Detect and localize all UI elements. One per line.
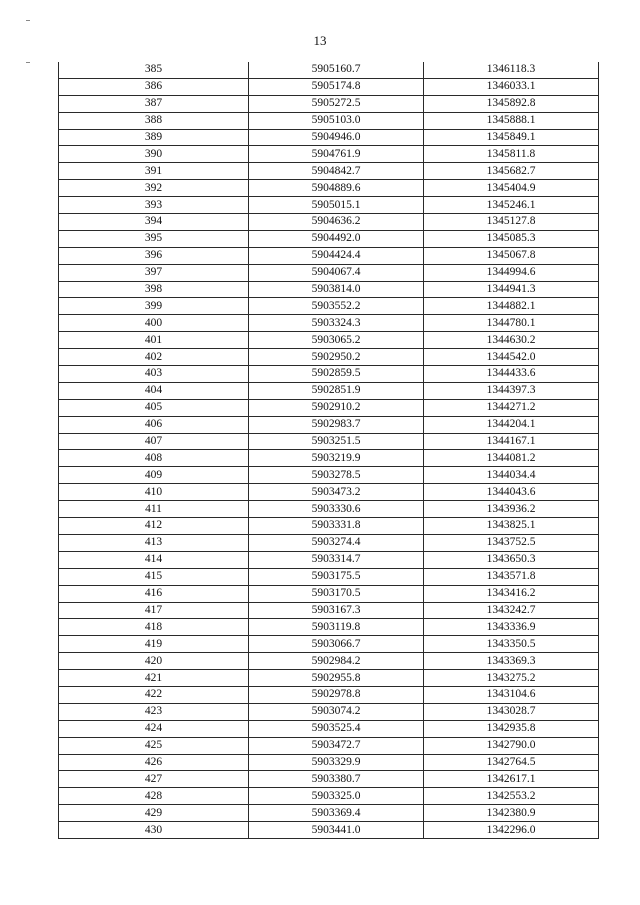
- table-row: [59, 720, 599, 737]
- y-coordinate-cell: 1346118.3: [424, 62, 599, 78]
- x-coordinate-cell: 5903324.3: [249, 315, 424, 332]
- y-coordinate-cell: 1345067.8: [424, 247, 599, 264]
- y-coordinate-cell: 1343242.7: [424, 602, 599, 619]
- table-row: [59, 399, 599, 416]
- point-number-cell: 399: [59, 298, 249, 315]
- table-row: [59, 214, 599, 231]
- x-coordinate-cell: 5903274.4: [249, 534, 424, 551]
- point-number-cell: 398: [59, 281, 249, 298]
- point-number-cell: 411: [59, 501, 249, 518]
- point-number-cell: 422: [59, 686, 249, 703]
- point-number-cell: 394: [59, 214, 249, 231]
- y-coordinate-cell: 1344034.4: [424, 467, 599, 484]
- y-coordinate-cell: 1343752.5: [424, 534, 599, 551]
- point-number-cell: 417: [59, 602, 249, 619]
- point-number-cell: 407: [59, 433, 249, 450]
- x-coordinate-cell: 5905174.8: [249, 78, 424, 95]
- table-row: [59, 146, 599, 163]
- table-row: [59, 653, 599, 670]
- x-coordinate-cell: 5903552.2: [249, 298, 424, 315]
- x-coordinate-cell: 5902955.8: [249, 670, 424, 687]
- y-coordinate-cell: 1344397.3: [424, 382, 599, 399]
- point-number-cell: 428: [59, 788, 249, 805]
- y-coordinate-cell: 1344882.1: [424, 298, 599, 315]
- page-number: 13: [313, 33, 327, 48]
- y-coordinate-cell: 1342935.8: [424, 720, 599, 737]
- x-coordinate-cell: 5903278.5: [249, 467, 424, 484]
- table-row: [59, 585, 599, 602]
- x-coordinate-cell: 5904424.4: [249, 247, 424, 264]
- point-number-cell: 426: [59, 754, 249, 771]
- table-row: [59, 332, 599, 349]
- table-row: [59, 112, 599, 129]
- x-coordinate-cell: 5904946.0: [249, 129, 424, 146]
- point-number-cell: 405: [59, 399, 249, 416]
- x-coordinate-cell: 5905272.5: [249, 95, 424, 112]
- y-coordinate-cell: 1344167.1: [424, 433, 599, 450]
- point-number-cell: 425: [59, 737, 249, 754]
- y-coordinate-cell: 1343369.3: [424, 653, 599, 670]
- y-coordinate-cell: 1343650.3: [424, 551, 599, 568]
- y-coordinate-cell: 1344081.2: [424, 450, 599, 467]
- x-coordinate-cell: 5903814.0: [249, 281, 424, 298]
- point-number-cell: 401: [59, 332, 249, 349]
- y-coordinate-cell: 1343028.7: [424, 703, 599, 720]
- point-number-cell: 410: [59, 484, 249, 501]
- table-row: [59, 197, 599, 214]
- y-coordinate-cell: 1345246.1: [424, 197, 599, 214]
- table-row: [59, 619, 599, 636]
- x-coordinate-cell: 5902910.2: [249, 399, 424, 416]
- y-coordinate-cell: 1342617.1: [424, 771, 599, 788]
- x-coordinate-cell: 5903330.6: [249, 501, 424, 518]
- table-row: [59, 822, 599, 839]
- x-coordinate-cell: 5903329.9: [249, 754, 424, 771]
- y-coordinate-cell: 1344433.6: [424, 366, 599, 383]
- y-coordinate-cell: 1344994.6: [424, 264, 599, 281]
- table-row: [59, 754, 599, 771]
- point-number-cell: 412: [59, 518, 249, 535]
- point-number-cell: 389: [59, 129, 249, 146]
- x-coordinate-cell: 5903119.8: [249, 619, 424, 636]
- point-number-cell: 408: [59, 450, 249, 467]
- point-number-cell: 403: [59, 366, 249, 383]
- y-coordinate-cell: 1346033.1: [424, 78, 599, 95]
- point-number-cell: 402: [59, 349, 249, 366]
- table-row: [59, 484, 599, 501]
- y-coordinate-cell: 1344542.0: [424, 349, 599, 366]
- x-coordinate-cell: 5902851.9: [249, 382, 424, 399]
- y-coordinate-cell: 1343336.9: [424, 619, 599, 636]
- table-row: [59, 737, 599, 754]
- point-number-cell: 395: [59, 230, 249, 247]
- table-row: [59, 670, 599, 687]
- table-row: [59, 501, 599, 518]
- table-row: [59, 788, 599, 805]
- x-coordinate-cell: 5903219.9: [249, 450, 424, 467]
- table-row: [59, 534, 599, 551]
- x-coordinate-cell: 5903380.7: [249, 771, 424, 788]
- y-coordinate-cell: 1344630.2: [424, 332, 599, 349]
- table-row: [59, 62, 599, 78]
- x-coordinate-cell: 5904889.6: [249, 180, 424, 197]
- table-row: [59, 264, 599, 281]
- y-coordinate-cell: 1343571.8: [424, 568, 599, 585]
- x-coordinate-cell: 5903472.7: [249, 737, 424, 754]
- table-row: [59, 636, 599, 653]
- x-coordinate-cell: 5904636.2: [249, 214, 424, 231]
- point-number-cell: 414: [59, 551, 249, 568]
- point-number-cell: 386: [59, 78, 249, 95]
- point-number-cell: 388: [59, 112, 249, 129]
- table-row: [59, 450, 599, 467]
- table-row: [59, 703, 599, 720]
- point-number-cell: 427: [59, 771, 249, 788]
- y-coordinate-cell: 1343936.2: [424, 501, 599, 518]
- point-number-cell: 409: [59, 467, 249, 484]
- x-coordinate-cell: 5905160.7: [249, 62, 424, 78]
- x-coordinate-cell: 5903331.8: [249, 518, 424, 535]
- table-row: [59, 568, 599, 585]
- x-coordinate-cell: 5903525.4: [249, 720, 424, 737]
- x-coordinate-cell: 5903066.7: [249, 636, 424, 653]
- x-coordinate-cell: 5905103.0: [249, 112, 424, 129]
- x-coordinate-cell: 5903369.4: [249, 805, 424, 822]
- table-row: [59, 382, 599, 399]
- point-number-cell: 387: [59, 95, 249, 112]
- x-coordinate-cell: 5904067.4: [249, 264, 424, 281]
- point-number-cell: 415: [59, 568, 249, 585]
- y-coordinate-cell: 1343350.5: [424, 636, 599, 653]
- table-row: [59, 315, 599, 332]
- x-coordinate-cell: 5903473.2: [249, 484, 424, 501]
- x-coordinate-cell: 5904761.9: [249, 146, 424, 163]
- y-coordinate-cell: 1344204.1: [424, 416, 599, 433]
- y-coordinate-cell: 1345849.1: [424, 129, 599, 146]
- point-number-cell: 420: [59, 653, 249, 670]
- y-coordinate-cell: 1345085.3: [424, 230, 599, 247]
- table-row: [59, 366, 599, 383]
- x-coordinate-cell: 5902983.7: [249, 416, 424, 433]
- point-number-cell: 421: [59, 670, 249, 687]
- x-coordinate-cell: 5902859.5: [249, 366, 424, 383]
- table-row: [59, 467, 599, 484]
- point-number-cell: 419: [59, 636, 249, 653]
- table-row: [59, 686, 599, 703]
- x-coordinate-cell: 5905015.1: [249, 197, 424, 214]
- table-row: [59, 163, 599, 180]
- point-number-cell: 397: [59, 264, 249, 281]
- y-coordinate-cell: 1344271.2: [424, 399, 599, 416]
- point-number-cell: 396: [59, 247, 249, 264]
- y-coordinate-cell: 1342380.9: [424, 805, 599, 822]
- y-coordinate-cell: 1345682.7: [424, 163, 599, 180]
- point-number-cell: 418: [59, 619, 249, 636]
- table-row: [59, 518, 599, 535]
- y-coordinate-cell: 1343104.6: [424, 686, 599, 703]
- table-row: [59, 416, 599, 433]
- table-row: [59, 78, 599, 95]
- x-coordinate-cell: 5902984.2: [249, 653, 424, 670]
- y-coordinate-cell: 1343416.2: [424, 585, 599, 602]
- table-row: [59, 349, 599, 366]
- coordinates-table-container: [58, 62, 598, 839]
- point-number-cell: 423: [59, 703, 249, 720]
- coordinates-table: [58, 62, 599, 839]
- table-row: [59, 95, 599, 112]
- x-coordinate-cell: 5902950.2: [249, 349, 424, 366]
- point-number-cell: 416: [59, 585, 249, 602]
- y-coordinate-cell: 1345404.9: [424, 180, 599, 197]
- table-row: [59, 551, 599, 568]
- x-coordinate-cell: 5903314.7: [249, 551, 424, 568]
- x-coordinate-cell: 5904492.0: [249, 230, 424, 247]
- x-coordinate-cell: 5903167.3: [249, 602, 424, 619]
- point-number-cell: 400: [59, 315, 249, 332]
- point-number-cell: 391: [59, 163, 249, 180]
- y-coordinate-cell: 1342790.0: [424, 737, 599, 754]
- table-row: [59, 180, 599, 197]
- y-coordinate-cell: 1344941.3: [424, 281, 599, 298]
- y-coordinate-cell: 1343275.2: [424, 670, 599, 687]
- point-number-cell: 404: [59, 382, 249, 399]
- table-row: [59, 247, 599, 264]
- table-row: [59, 281, 599, 298]
- table-row: [59, 602, 599, 619]
- x-coordinate-cell: 5903074.2: [249, 703, 424, 720]
- y-coordinate-cell: 1343825.1: [424, 518, 599, 535]
- x-coordinate-cell: 5904842.7: [249, 163, 424, 180]
- table-row: [59, 298, 599, 315]
- x-coordinate-cell: 5902978.8: [249, 686, 424, 703]
- y-coordinate-cell: 1344043.6: [424, 484, 599, 501]
- table-row: [59, 129, 599, 146]
- point-number-cell: 430: [59, 822, 249, 839]
- point-number-cell: 385: [59, 62, 249, 78]
- y-coordinate-cell: 1345888.1: [424, 112, 599, 129]
- y-coordinate-cell: 1345892.8: [424, 95, 599, 112]
- point-number-cell: 390: [59, 146, 249, 163]
- x-coordinate-cell: 5903251.5: [249, 433, 424, 450]
- table-row: [59, 805, 599, 822]
- scan-mark: [26, 20, 30, 21]
- table-row: [59, 230, 599, 247]
- point-number-cell: 392: [59, 180, 249, 197]
- y-coordinate-cell: 1342764.5: [424, 754, 599, 771]
- point-number-cell: 393: [59, 197, 249, 214]
- x-coordinate-cell: 5903325.0: [249, 788, 424, 805]
- y-coordinate-cell: 1342296.0: [424, 822, 599, 839]
- x-coordinate-cell: 5903441.0: [249, 822, 424, 839]
- point-number-cell: 413: [59, 534, 249, 551]
- point-number-cell: 406: [59, 416, 249, 433]
- point-number-cell: 429: [59, 805, 249, 822]
- table-row: [59, 771, 599, 788]
- x-coordinate-cell: 5903175.5: [249, 568, 424, 585]
- x-coordinate-cell: 5903065.2: [249, 332, 424, 349]
- y-coordinate-cell: 1345127.8: [424, 214, 599, 231]
- y-coordinate-cell: 1342553.2: [424, 788, 599, 805]
- scan-mark: [26, 62, 30, 63]
- x-coordinate-cell: 5903170.5: [249, 585, 424, 602]
- y-coordinate-cell: 1344780.1: [424, 315, 599, 332]
- coordinates-table-body: [59, 62, 599, 838]
- y-coordinate-cell: 1345811.8: [424, 146, 599, 163]
- table-row: [59, 433, 599, 450]
- point-number-cell: 424: [59, 720, 249, 737]
